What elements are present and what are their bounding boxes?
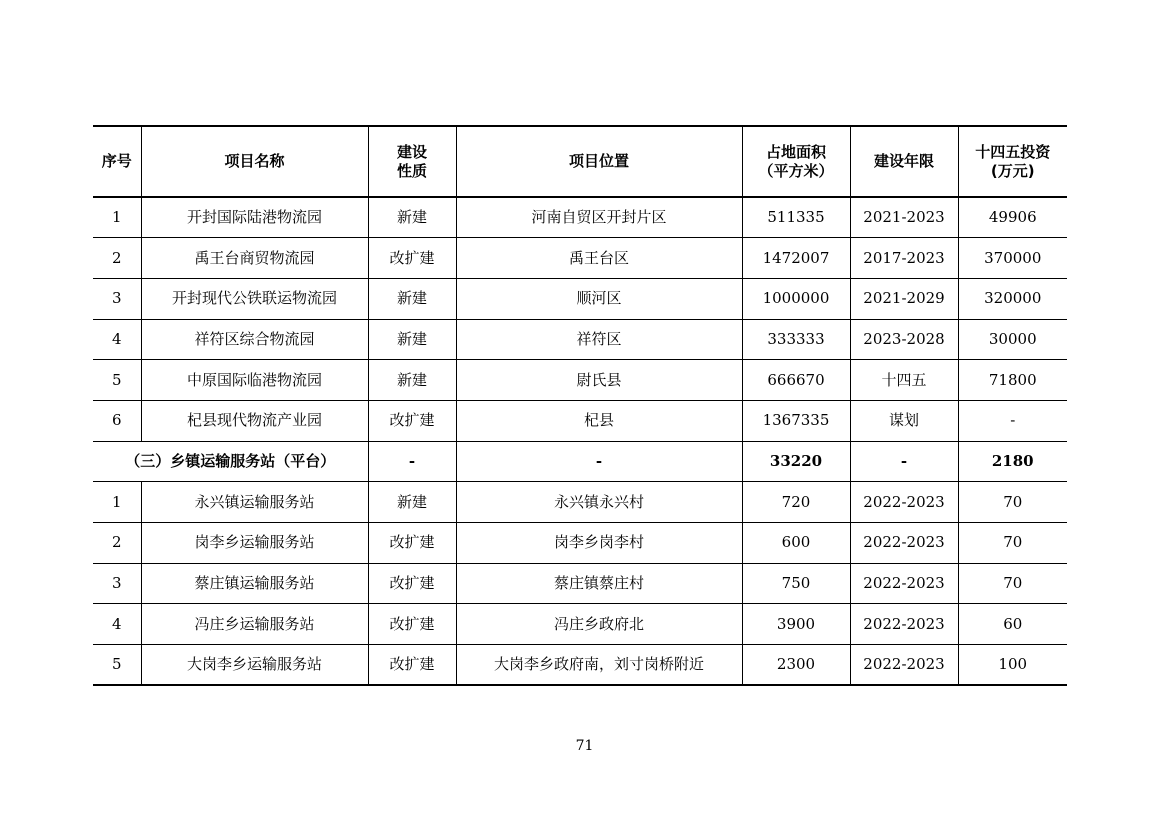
table-cell: 祥符区综合物流园 bbox=[141, 319, 368, 360]
table-cell: 1 bbox=[93, 197, 141, 238]
table-cell: 1 bbox=[93, 482, 141, 523]
section-title: （三）乡镇运输服务站（平台） bbox=[93, 441, 368, 482]
table-cell: 开封国际陆港物流园 bbox=[141, 197, 368, 238]
table-cell: 370000 bbox=[958, 238, 1067, 279]
table-row bbox=[93, 604, 1067, 645]
table-cell: 70 bbox=[958, 563, 1067, 604]
table-cell: 4 bbox=[93, 319, 141, 360]
table-cell: 320000 bbox=[958, 278, 1067, 319]
table-cell: 岗李乡岗李村 bbox=[456, 523, 742, 564]
table-cell: 开封现代公铁联运物流园 bbox=[141, 278, 368, 319]
header-cell: 序号 bbox=[93, 126, 141, 197]
table-cell: 2 bbox=[93, 523, 141, 564]
table-cell: 2180 bbox=[958, 441, 1067, 482]
table-cell: 720 bbox=[742, 482, 850, 523]
table-cell: 2 bbox=[93, 238, 141, 279]
table-cell: 70 bbox=[958, 482, 1067, 523]
table-cell: 改扩建 bbox=[368, 523, 456, 564]
table-cell: 岗李乡运输服务站 bbox=[141, 523, 368, 564]
table-cell: 蔡庄镇蔡庄村 bbox=[456, 563, 742, 604]
table-cell: 新建 bbox=[368, 319, 456, 360]
table-cell: 3900 bbox=[742, 604, 850, 645]
table-cell: 尉氏县 bbox=[456, 360, 742, 401]
table-cell: - bbox=[456, 441, 742, 482]
table-cell: - bbox=[368, 441, 456, 482]
table-cell: 顺河区 bbox=[456, 278, 742, 319]
table-cell: 33220 bbox=[742, 441, 850, 482]
table-cell: 511335 bbox=[742, 197, 850, 238]
table-header-row bbox=[93, 126, 1067, 197]
page-number: 71 bbox=[575, 738, 594, 754]
table-cell: 永兴镇运输服务站 bbox=[141, 482, 368, 523]
table-cell: 2022-2023 bbox=[850, 645, 958, 686]
table-cell: 冯庄乡政府北 bbox=[456, 604, 742, 645]
table-cell: 冯庄乡运输服务站 bbox=[141, 604, 368, 645]
table-cell: 100 bbox=[958, 645, 1067, 686]
table-cell: 71800 bbox=[958, 360, 1067, 401]
table-cell: 2022-2023 bbox=[850, 523, 958, 564]
table-cell: 大岗李乡运输服务站 bbox=[141, 645, 368, 686]
table-cell: 4 bbox=[93, 604, 141, 645]
table-cell: 河南自贸区开封片区 bbox=[456, 197, 742, 238]
header-cell: 项目名称 bbox=[141, 126, 368, 197]
table-cell: 2023-2028 bbox=[850, 319, 958, 360]
table-cell: 禹王台商贸物流园 bbox=[141, 238, 368, 279]
table-cell: 谋划 bbox=[850, 400, 958, 441]
table-row bbox=[93, 645, 1067, 686]
table-cell: 1000000 bbox=[742, 278, 850, 319]
table-cell: 5 bbox=[93, 360, 141, 401]
table-cell: 改扩建 bbox=[368, 238, 456, 279]
table-cell: 新建 bbox=[368, 197, 456, 238]
table-cell: - bbox=[958, 400, 1067, 441]
header-cell: 建设 性质 bbox=[368, 126, 456, 197]
header-cell: 占地面积 （平方米） bbox=[742, 126, 850, 197]
table-cell: - bbox=[850, 441, 958, 482]
header-cell: 项目位置 bbox=[456, 126, 742, 197]
table-row bbox=[93, 482, 1067, 523]
table-cell: 2021-2029 bbox=[850, 278, 958, 319]
table-cell: 60 bbox=[958, 604, 1067, 645]
table-cell: 蔡庄镇运输服务站 bbox=[141, 563, 368, 604]
table-cell: 中原国际临港物流园 bbox=[141, 360, 368, 401]
table-cell: 3 bbox=[93, 278, 141, 319]
table-row bbox=[93, 360, 1067, 401]
table-row bbox=[93, 563, 1067, 604]
table-cell: 十四五 bbox=[850, 360, 958, 401]
table-cell: 750 bbox=[742, 563, 850, 604]
table-row bbox=[93, 319, 1067, 360]
table-row bbox=[93, 523, 1067, 564]
table-cell: 6 bbox=[93, 400, 141, 441]
table-cell: 30000 bbox=[958, 319, 1067, 360]
table-cell: 改扩建 bbox=[368, 645, 456, 686]
table-cell: 杞县 bbox=[456, 400, 742, 441]
table-cell: 改扩建 bbox=[368, 604, 456, 645]
table-cell: 改扩建 bbox=[368, 400, 456, 441]
table-cell: 666670 bbox=[742, 360, 850, 401]
table-cell: 600 bbox=[742, 523, 850, 564]
project-table bbox=[93, 125, 1067, 686]
table-cell: 2022-2023 bbox=[850, 563, 958, 604]
table-cell: 祥符区 bbox=[456, 319, 742, 360]
table-cell: 永兴镇永兴村 bbox=[456, 482, 742, 523]
table-cell: 2022-2023 bbox=[850, 604, 958, 645]
header-cell: 十四五投资 (万元) bbox=[958, 126, 1067, 197]
table-row bbox=[93, 197, 1067, 238]
table-row bbox=[93, 400, 1067, 441]
table-cell: 1472007 bbox=[742, 238, 850, 279]
table-cell: 5 bbox=[93, 645, 141, 686]
table-cell: 2017-2023 bbox=[850, 238, 958, 279]
table-cell: 333333 bbox=[742, 319, 850, 360]
table-cell: 杞县现代物流产业园 bbox=[141, 400, 368, 441]
header-cell: 建设年限 bbox=[850, 126, 958, 197]
table-cell: 2300 bbox=[742, 645, 850, 686]
table-cell: 改扩建 bbox=[368, 563, 456, 604]
table-cell: 2022-2023 bbox=[850, 482, 958, 523]
table-cell: 大岗李乡政府南，刘寸岗桥附近 bbox=[456, 645, 742, 686]
table-cell: 新建 bbox=[368, 482, 456, 523]
table-row bbox=[93, 238, 1067, 279]
table-cell: 49906 bbox=[958, 197, 1067, 238]
table-cell: 禹王台区 bbox=[456, 238, 742, 279]
table-cell: 新建 bbox=[368, 278, 456, 319]
table-cell: 2021-2023 bbox=[850, 197, 958, 238]
table-cell: 70 bbox=[958, 523, 1067, 564]
table-cell: 1367335 bbox=[742, 400, 850, 441]
section-row bbox=[93, 441, 1067, 482]
table-cell: 3 bbox=[93, 563, 141, 604]
table-row bbox=[93, 278, 1067, 319]
table-cell: 新建 bbox=[368, 360, 456, 401]
